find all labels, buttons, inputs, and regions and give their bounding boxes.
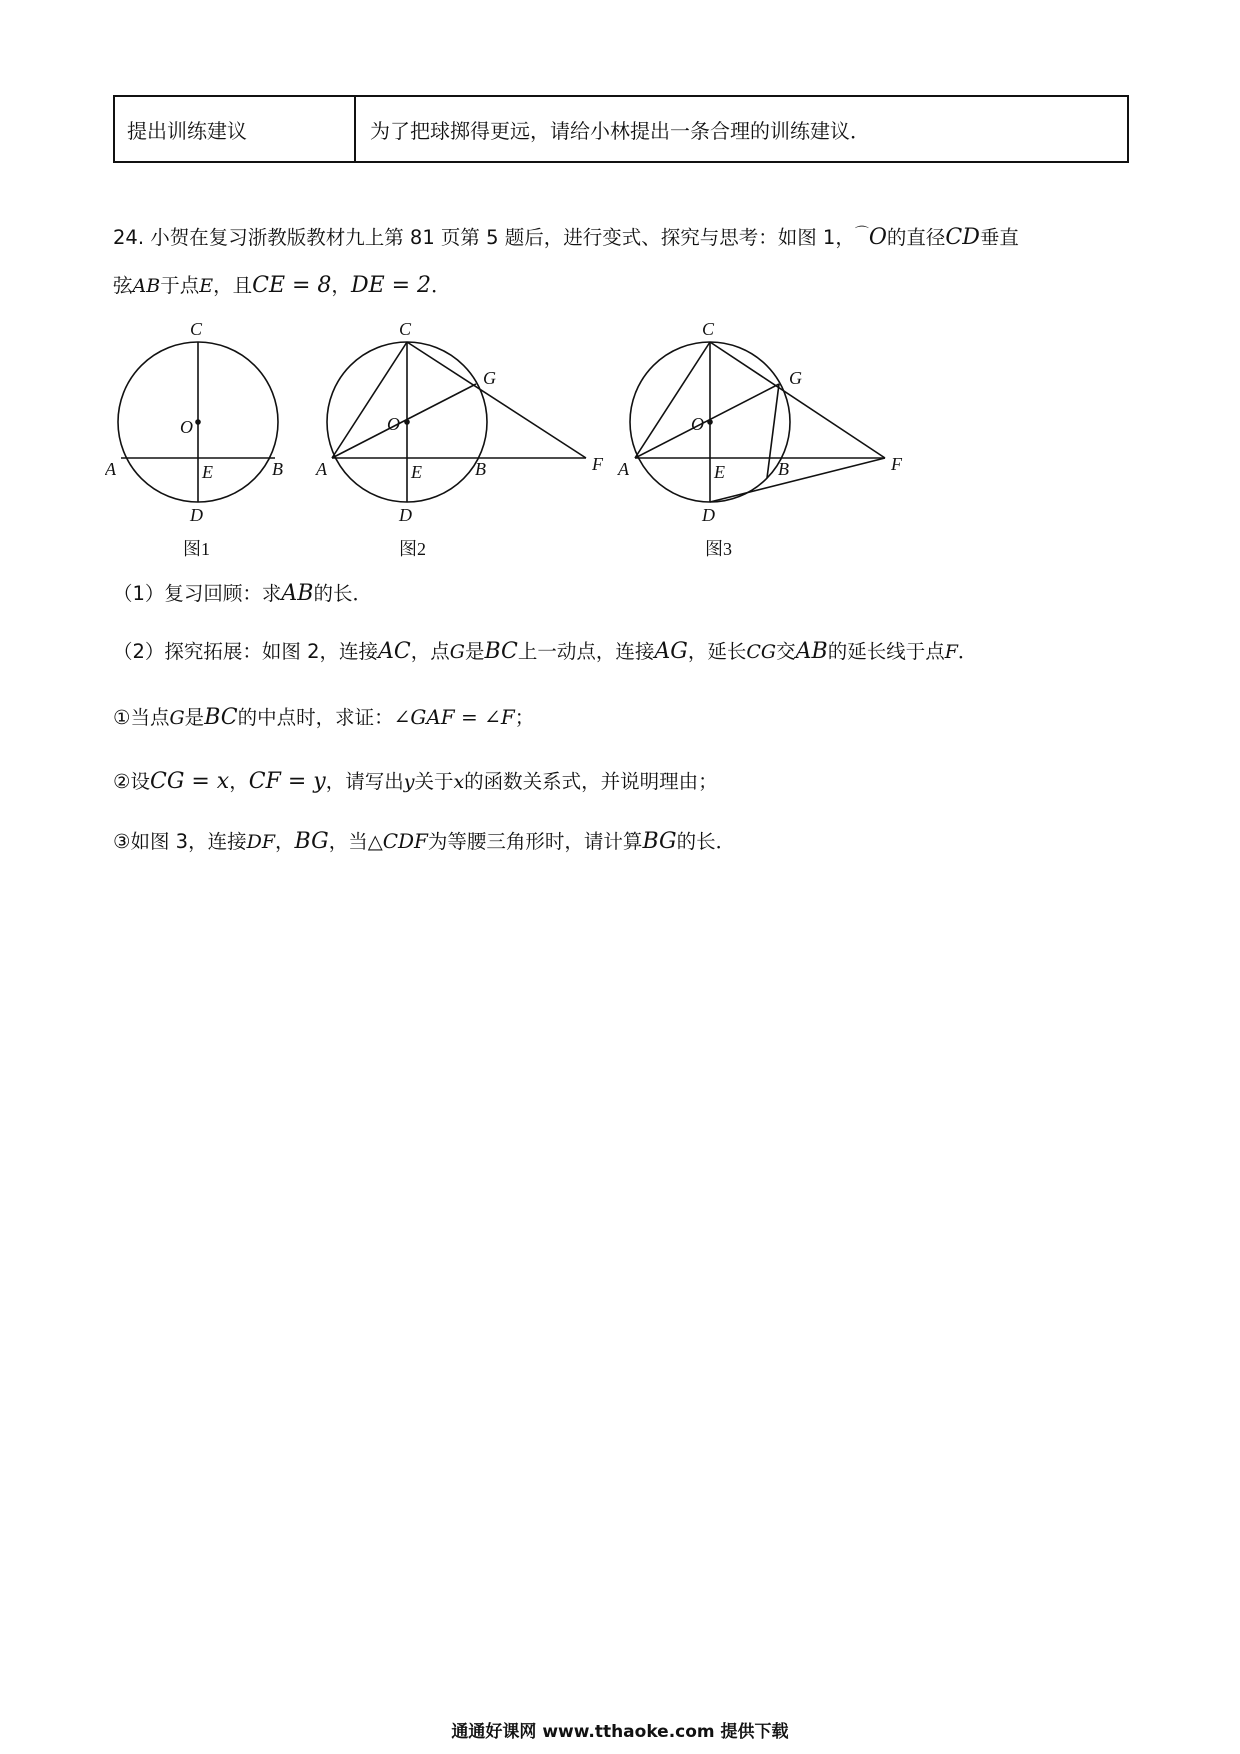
question-text: ， [331,274,351,297]
question-text: ， [275,830,295,853]
question-intro-line-1 [113,222,1019,250]
part-2 [113,636,977,664]
question-text: 的长． [676,830,736,853]
sub-question-2 [113,766,718,794]
triangle-symbol: △ [367,830,383,853]
fig2-label-o: O [387,414,400,434]
question-text: ； [514,706,535,729]
question-text: （1）复习回顾：求 [113,582,282,605]
question-text: ． [957,640,978,663]
math-ab: AB [281,581,314,606]
math-g: G [169,707,185,729]
fig2-label-e: E [411,462,422,482]
fig3-label-b: B [778,459,789,479]
fig2-label-d: D [399,505,412,525]
fig1-label-e: E [202,462,213,482]
figure-3 [630,342,885,502]
fig2-label-a: A [316,459,327,479]
question-text: 关于 [414,770,454,793]
fig3-label-e: E [714,462,725,482]
math-x: x [453,771,465,793]
math-e: E [199,275,214,297]
circle-symbol: ⌒ [854,226,869,242]
fig3-label-d: D [702,505,715,525]
question-intro-text: 24. 小贺在复习浙教版教材九上第 81 页第 5 题后，进行变式、探究与思考：如图 1， [113,226,855,249]
question-text: 的长． [313,582,372,605]
fig3-line-cf [710,342,885,458]
fig3-line-ag [635,384,779,458]
math-o: O [868,225,887,250]
sub-question-1 [113,702,534,730]
fig2-line-ag [332,384,476,458]
fig2-center-dot [404,419,410,425]
math-f: F [944,641,958,663]
figure-2 [327,342,586,502]
math-cg-x: CG = x [149,769,230,794]
math-cf-y: CF = y [248,769,326,794]
math-ce: CE = 8 [252,273,332,298]
math-de: DE = 2 [350,273,432,298]
fig2-label-c: C [399,319,412,339]
math-df: DF [246,831,276,853]
sub-question-3 [113,826,735,854]
fig3-label-c: C [702,319,715,339]
math-arc-bc [484,639,517,664]
question-text: 弦 [113,274,133,297]
math-cd: CD [945,225,980,250]
question-text: 是 [184,706,205,729]
fig2-line-ac [332,342,407,458]
math-ag: AG [654,639,688,664]
fig3-label-g: G [789,368,802,388]
fig2-line-cf [407,342,586,458]
question-text: 上一动点，连接 [517,640,655,663]
table-row-content: 为了把球掷得更远，请给小林提出一条合理的训练建议． [370,118,870,143]
math-ab: AB [795,639,828,664]
question-text: ②设 [113,770,150,793]
math-ac: AC [378,639,411,664]
question-text: ，点 [410,640,450,663]
question-text: 的中点时，求证： [237,706,394,729]
fig1-caption: 图1 [183,539,210,559]
fig1-label-b: B [272,459,283,479]
question-text: 垂直 [979,226,1019,249]
fig1-label-d: D [190,505,203,525]
math-g: G [449,641,465,663]
math-cdf: CDF [382,829,428,853]
question-text: 的函数关系式，并说明理由； [464,770,718,793]
fig2-caption: 图2 [399,539,426,559]
question-text: ，请写出 [325,770,404,793]
question-text: 的延长线于点 [827,640,945,663]
question-text: 交 [776,640,796,663]
question-text: ③如图 3，连接 [113,830,247,853]
question-text: 是 [464,640,485,663]
fig2-label-f: F [592,454,603,474]
math-ab: AB [132,275,161,297]
fig1-center-dot [195,419,201,425]
suggestion-table-row [113,95,1129,163]
fig3-line-df [710,458,885,502]
question-text: ，当 [328,830,368,853]
fig1-label-o: O [180,417,193,437]
question-text: ①当点 [113,706,170,729]
part-1 [113,578,372,606]
page-footer: 通通好课网 www.tthaoke.com 提供下载 [451,1722,789,1742]
arc-bc-text: BC [484,639,518,664]
fig3-line-ac [635,342,710,458]
fig3-label-a: A [618,459,629,479]
math-cg: CG [746,641,777,663]
math-bg: BG [642,829,677,854]
math-y: y [403,771,415,793]
question-intro-line-2 [113,270,451,298]
math-angle-equation: ∠GAF = ∠F [393,705,515,729]
fig2-label-g: G [483,368,496,388]
fig3-label-f: F [891,454,902,474]
question-text: 的直径 [886,226,946,249]
question-text: 于点 [160,274,200,297]
fig3-label-o: O [691,414,704,434]
question-text: ，延长 [687,640,747,663]
question-text: ． [431,274,451,297]
fig3-caption: 图3 [705,539,732,559]
math-arc-bc: BC [204,705,238,730]
fig1-label-c: C [190,319,203,339]
question-text: ， [229,770,249,793]
math-bg: BG [294,829,329,854]
question-text: ，且 [213,274,253,297]
fig3-center-dot [707,419,713,425]
question-text: （2）探究拓展：如图 2，连接 [113,640,379,663]
fig1-label-a: A [105,459,116,479]
geometry-figures [105,312,935,562]
table-row-label: 提出训练建议 [115,97,356,161]
question-text: 为等腰三角形时，请计算 [427,830,643,853]
fig2-label-b: B [475,459,486,479]
